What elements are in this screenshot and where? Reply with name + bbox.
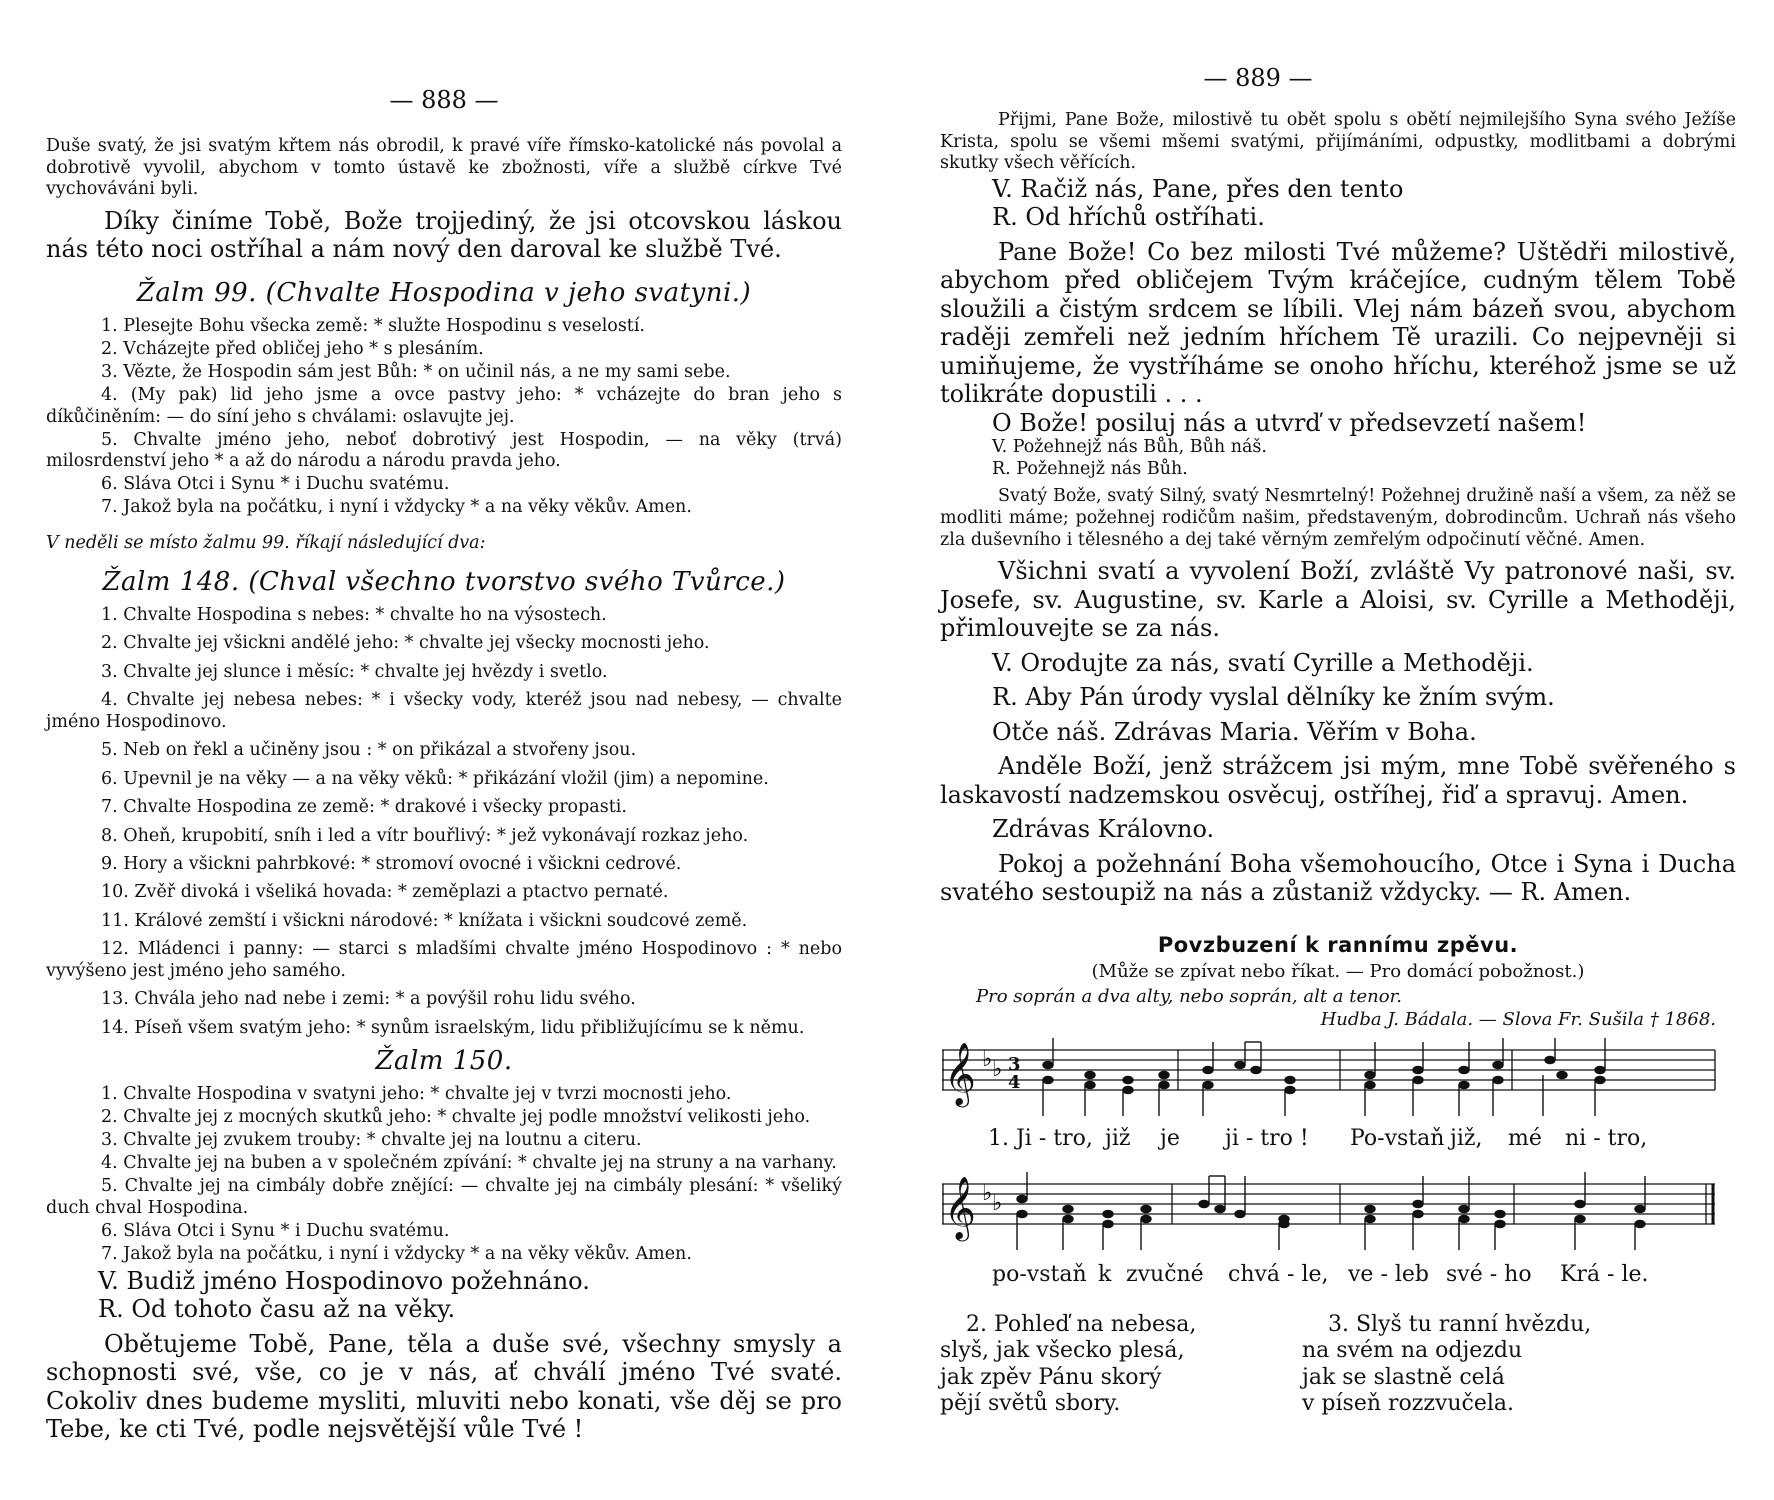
lyric-syllable: mé bbox=[1508, 1125, 1542, 1151]
versicle: V. Orodujte za nás, svatí Cyrille a Methoději. bbox=[992, 648, 1534, 677]
versicle: V. Požehnejž nás Bůh, Bůh náš. bbox=[992, 437, 1267, 458]
psalm-150-title: Žalm 150. bbox=[375, 1046, 513, 1077]
flat-icon: ♭ bbox=[992, 1190, 1003, 1216]
stanza-line: na svém na odjezdu bbox=[1302, 1338, 1523, 1364]
music-staff-2 bbox=[940, 1164, 1736, 1260]
prayer-line: Otče náš. Zdrávas Maria. Věřím v Boha. bbox=[992, 717, 1477, 746]
prayer-paragraph: Pane Bože! Co bez milosti Tvé můžeme? Uštědři milostivě, abychom před obličejem Tvým kráčejíce, cudným tělem Tobě sloužili a čistým srdcem se líbili. Vlej nám bázeň svou, abychom raději zemřeli než jedním hříchem Tě urazili. Co nejpevněji si umiňujeme, že vystříháme se onoho hříchu, kteréhož jsme se už tolikráte dopustili . . . bbox=[940, 237, 1736, 409]
peace-paragraph: Pokoj a požehnání Boha všemohoucího, Otce i Syna i Ducha svatého sestoupiž na nás a zůstaniž vždycky. — R. Amen. bbox=[940, 849, 1736, 907]
psalm-verse: 12. Mládenci i panny: — starci s mladšími chvalte jméno Hospodinovo : * nebo vyvýšeno jest jméno jeho samého. bbox=[46, 939, 842, 981]
psalm-verse: 3. Chvalte jej slunce i měsíc: * chvalte jej hvězdy i svetlo. bbox=[101, 661, 608, 682]
lyric-syllable: k bbox=[1098, 1261, 1112, 1287]
psalm-verse: 6. Upevnil je na věky — a na věky věků: * přikázání vložil (jim) a nepomine. bbox=[101, 768, 769, 789]
time-signature: 4 bbox=[1008, 1071, 1021, 1093]
lyric-syllable: je bbox=[1160, 1125, 1180, 1151]
psalm-verse: 9. Hory a všickni pahrbkové: * stromoví ovocné i všickni cedrové. bbox=[101, 854, 682, 874]
psalm-verse: 2. Chvalte jej všickni andělé jeho: * chvalte jej všecky mocnosti jeho. bbox=[101, 633, 710, 654]
versicle: V. Račiž nás, Pane, přes den tento bbox=[992, 174, 1404, 203]
hymn-voices: Pro soprán a dva alty, nebo soprán, alt a tenor. bbox=[976, 985, 1402, 1007]
psalm-verse: 5. Chvalte jej na cimbály dobře znějící: — chvalte jej na cimbály plesání: * všeliký duch chval Hospodina. bbox=[46, 1176, 842, 1218]
hymn-lyrics-2 bbox=[940, 1262, 1736, 1292]
treble-clef-icon: 𝄞 bbox=[944, 1175, 976, 1239]
lyric-syllable: zvučné bbox=[1126, 1261, 1204, 1287]
psalm-verse: 4. Chvalte jej na buben a v společném zpívání: * chvalte jej na struny a na varhany. bbox=[101, 1153, 837, 1174]
lyric-syllable: chvá - le, bbox=[1228, 1261, 1329, 1287]
psalm-99-title: Žalm 99. (Chvalte Hospodina v jeho svatyni.) bbox=[136, 277, 752, 308]
lyric-syllable: ve - leb bbox=[1348, 1261, 1430, 1287]
holy-god-paragraph: Svatý Bože, svatý Silný, svatý Nesmrtelný! Požehnej družině naší a všem, za něž se modliti máme; požehnej rodičům našim, představeným, dobrodincům. Uchraň nás všeho zla duševního i tělesného a dej také věrným zemřelým odpočinutí věčné. Amen. bbox=[940, 486, 1736, 550]
thanks-paragraph: Díky činíme Tobě, Bože trojjediný, že jsi otcovskou láskou nás této noci ostříhal a nám nový den daroval ke službě Tvé. bbox=[46, 206, 842, 264]
prayer-line: O Bože! posiluj nás a utvrď v předsevzetí našem! bbox=[992, 408, 1587, 437]
psalm-verse: 13. Chvála jeho nad nebe i zemi: * a povýšil rohu lidu svého. bbox=[101, 989, 636, 1010]
time-signature: 3 bbox=[1008, 1053, 1021, 1075]
hymn-lyrics-1 bbox=[940, 1126, 1736, 1156]
lyric-syllable: ji - tro ! bbox=[1225, 1125, 1309, 1151]
psalm-verse: 7. Jakož byla na počátku, i nyní i vždycky * a na věky věkův. Amen. bbox=[101, 497, 692, 518]
hymn-stanzas bbox=[940, 1312, 1736, 1418]
stanza-line: v píseň rozzvučela. bbox=[1302, 1391, 1515, 1417]
psalm-verse: 14. Píseň všem svatým jeho: * synům israelským, lidu přibližujícímu se k němu. bbox=[101, 1017, 805, 1038]
response: R. Aby Pán úrody vyslal dělníky ke žním svým. bbox=[992, 683, 1555, 712]
left-page bbox=[46, 0, 842, 1500]
psalm-verse: 11. Králové zemští i všickni národové: * knížata i všickni soudcové země. bbox=[101, 910, 748, 931]
response: R. Od hříchů ostříhati. bbox=[992, 203, 1265, 232]
saints-paragraph: Všichni svatí a vyvolení Boží, zvláště Vy patronové naši, sv. Josefe, sv. Augustine, sv. Karle a Aloisi, sv. Cyrille a Methoději, přimlouvejte se za nás. bbox=[940, 557, 1736, 643]
intro-paragraph: Duše svatý, že jsi svatým křtem nás obrodil, k pravé víře římsko-katolické nás povolal a dobrotivě vyvolil, abychom v tomto ústavě ke zbožnosti, víře a službě církve Tvé vychováváni byli. bbox=[46, 136, 842, 200]
psalm-verse: 4. Chvalte jej nebesa nebes: * i všecky vody, kteréž jsou nad nebesy, — chvalte jméno Hospodinovo. bbox=[46, 690, 842, 733]
psalm-verse: 1. Chvalte Hospodina s nebes: * chvalte ho na výsostech. bbox=[101, 605, 607, 626]
psalm-verse: 7. Jakož byla na počátku, i nyní i vždycky * a na věky věkův. Amen. bbox=[101, 1243, 692, 1264]
psalm-verse: 8. Oheň, krupobití, sníh i led a vítr bouřlivý: * jež vykonávají rozkaz jeho. bbox=[101, 825, 749, 846]
flat-icon: ♭ bbox=[982, 1180, 993, 1206]
stanza-line: jak zpěv Pánu skorý bbox=[940, 1364, 1162, 1390]
psalm-verse: 1. Chvalte Hospodina v svatyni jeho: * chvalte jej v tvrzi mocnosti jeho. bbox=[101, 1084, 732, 1105]
psalm-148 bbox=[46, 605, 842, 1039]
flat-icon: ♭ bbox=[992, 1056, 1003, 1082]
rubric: V neděli se místo žalmu 99. říkají následující dva: bbox=[46, 533, 486, 554]
response: R. Požehnejž nás Bůh. bbox=[992, 458, 1188, 479]
psalm-verse: 5. Chvalte jméno jeho, neboť dobrotivý jest Hospodin, — na věky (trvá) milosrdenství jeho * a až do národu a národu pravda jeho. bbox=[46, 429, 842, 472]
response: R. Od tohoto času až na věky. bbox=[98, 1295, 456, 1324]
psalm-verse: 2. Vcházejte před obličej jeho * s plesáním. bbox=[101, 338, 484, 359]
accept-paragraph: Přijmi, Pane Bože, milostivě tu obět spolu s obětí nejmilejšího Syna svého Ježíše Krista, spolu se všemi mšemi svatými, přijímáními, odpustky, modlitbami a dobrými skutky všech věřících. bbox=[940, 110, 1736, 174]
music-staff-1 bbox=[940, 1030, 1736, 1126]
psalm-148-title: Žalm 148. (Chval všechno tvorstvo svého Tvůrce.) bbox=[102, 567, 786, 598]
psalm-verse: 4. (My pak) lid jeho jsme a ovce pastvy jeho: * vcházejte do bran jeho s díkůčiněním: — do síní jeho s chválami: oslavujte jej. bbox=[46, 384, 842, 427]
psalm-verse: 2. Chvalte jej z mocných skutků jeho: * chvalte jej podle množství velikosti jeho. bbox=[101, 1107, 811, 1128]
lyric-syllable: 1. Ji - tro, bbox=[988, 1125, 1093, 1151]
lyric-syllable: po-vstaň bbox=[992, 1261, 1087, 1287]
prayer-line: Zdrávas Královno. bbox=[992, 815, 1215, 844]
lyric-syllable: již, bbox=[1450, 1125, 1483, 1151]
right-page bbox=[940, 0, 1736, 1500]
stanza-2 bbox=[940, 1312, 1340, 1418]
stanza-line: pějí světů sbory. bbox=[940, 1391, 1121, 1417]
stanza-3 bbox=[1302, 1312, 1702, 1418]
angel-paragraph: Anděle Boží, jenž strážcem jsi mým, mne Tobě svěřeného s laskavostí nadzemskou osvěcuj, ostříhej, řiď a spravuj. Amen. bbox=[940, 752, 1736, 809]
stanza-line: slyš, jak všecko plesá, bbox=[940, 1338, 1185, 1364]
versicle: V. Budiž jméno Hospodinovo požehnáno. bbox=[98, 1266, 590, 1295]
stanza-line: 2. Pohleď na nebesa, bbox=[966, 1311, 1197, 1337]
lyric-syllable: Krá - le. bbox=[1560, 1261, 1649, 1287]
lyric-syllable: Po-vstaň bbox=[1350, 1125, 1445, 1151]
lyric-syllable: své - ho bbox=[1446, 1261, 1532, 1287]
offering-paragraph: Obětujeme Tobě, Pane, těla a duše své, všechny smysly a schopnosti své, vše, co je v nás, ať chválí jméno Tvé svaté. Cokoliv dnes budeme mysliti, mluviti nebo konati, vše děj se pro Tebe, ke cti Tvé, podle nejsvětější vůle Tvé ! bbox=[46, 1329, 842, 1444]
hymn-title: Povzbuzení k rannímu zpěvu. bbox=[1157, 932, 1519, 957]
treble-clef-icon: 𝄞 bbox=[944, 1041, 976, 1105]
hymn-note: (Může se zpívat nebo říkat. — Pro domácí pobožnost.) bbox=[1091, 960, 1585, 982]
stanza-line: jak se slastně celá bbox=[1302, 1364, 1505, 1390]
lyric-syllable: již bbox=[1105, 1125, 1131, 1151]
page-number: — 888 — bbox=[389, 86, 499, 114]
flat-icon: ♭ bbox=[982, 1046, 993, 1072]
hymn-author: Hudba J. Bádala. — Slova Fr. Sušila † 1868. bbox=[1320, 1008, 1716, 1030]
psalm-verse: 5. Neb on řekl a učiněny jsou : * on přikázal a stvořeny jsou. bbox=[101, 740, 637, 761]
psalm-verse: 7. Chvalte Hospodina ze země: * drakové i všecky propasti. bbox=[101, 797, 627, 818]
psalm-verse: 6. Sláva Otci i Synu * i Duchu svatému. bbox=[101, 1220, 450, 1241]
psalm-verse: 3. Chvalte jej zvukem trouby: * chvalte jej na loutnu a citeru. bbox=[101, 1130, 642, 1151]
psalm-150 bbox=[46, 1084, 842, 1266]
psalm-verse: 1. Plesejte Bohu všecka země: * služte Hospodinu s veselostí. bbox=[101, 315, 645, 336]
page-number: — 889 — bbox=[1203, 64, 1313, 92]
psalm-99 bbox=[46, 316, 842, 519]
psalm-verse: 3. Vězte, že Hospodin sám jest Bůh: * on učinil nás, a ne my sami sebe. bbox=[101, 361, 731, 382]
psalm-verse: 10. Zvěř divoká i všeliká hovada: * zeměplazi a ptactvo pernaté. bbox=[101, 882, 669, 903]
stanza-line: 3. Slyš tu ranní hvězdu, bbox=[1328, 1311, 1592, 1337]
lyric-syllable: ni - tro, bbox=[1565, 1125, 1648, 1151]
psalm-verse: 6. Sláva Otci i Synu * i Duchu svatému. bbox=[101, 474, 450, 495]
